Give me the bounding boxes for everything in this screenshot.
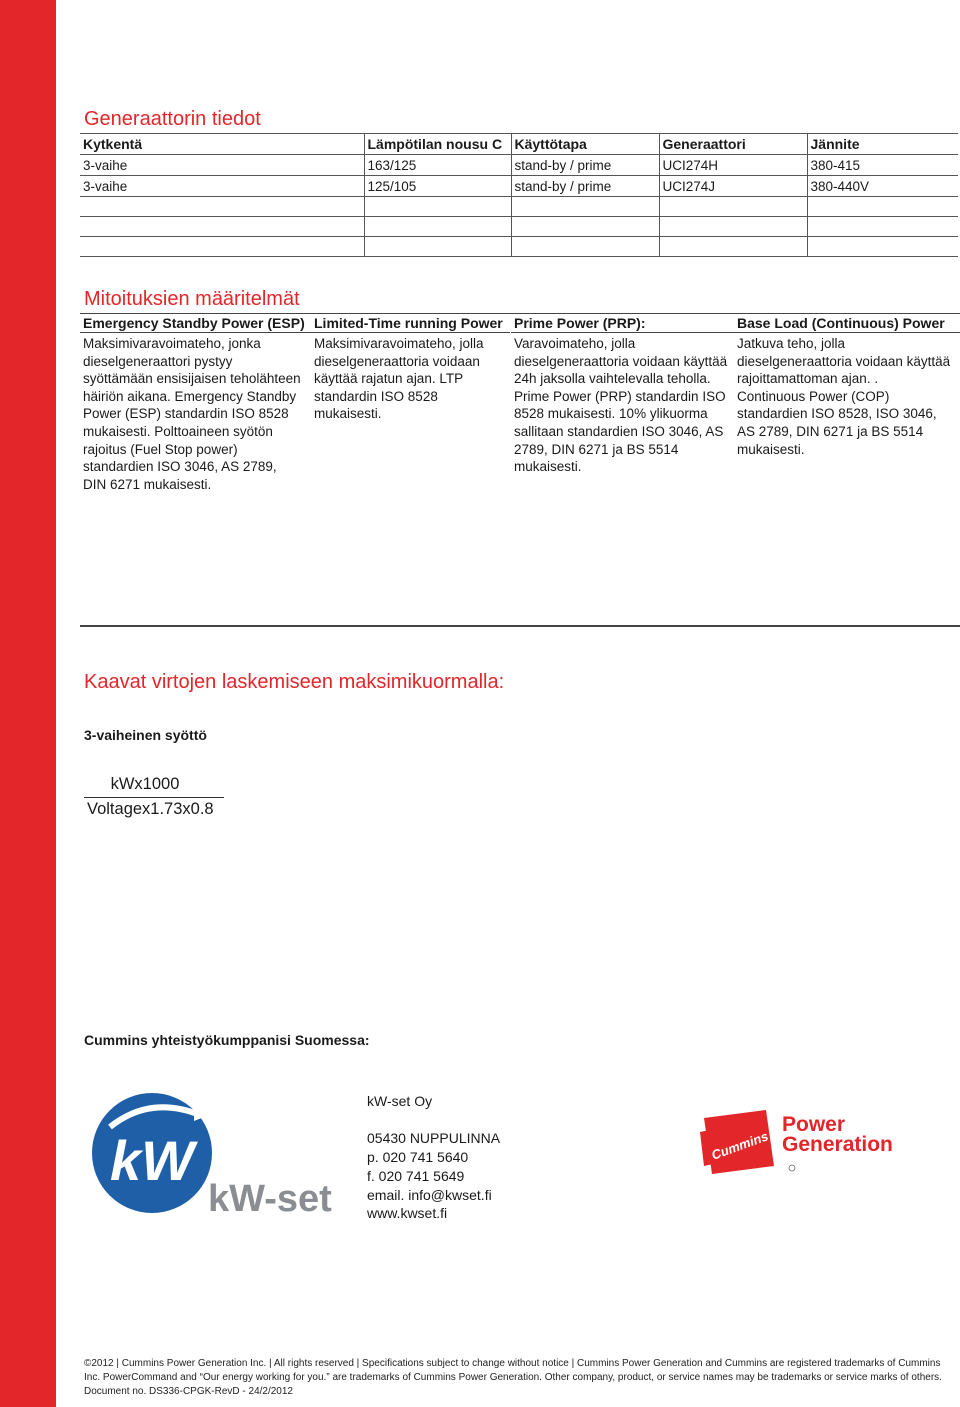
generator-table — [80, 133, 958, 257]
legal-footer: ©2012 | Cummins Power Generation Inc. | All rights reserved | Specifications subject to change without notice | Cummins Power Generation and Cummins are registered trademarks of Cummins Inc. PowerCommand and “Our energy working for you.” are trademarks of Cummins Power Generation. Other company, product, or service names may be trademarks or service marks of others. Document no. DS336-CPGK-RevD - 24/2/2012 — [84, 1358, 942, 1397]
definition-line: sallitaan standardien ISO 3046, AS — [514, 423, 724, 439]
empty-table-row — [80, 197, 958, 217]
definition-line: standardin ISO 8528 — [314, 388, 438, 404]
spacer — [367, 1111, 500, 1130]
definition-line: häiriön aikana. Emergency Standby — [83, 388, 297, 404]
table-cell: UCI274H — [659, 155, 807, 176]
definition-line: dieselgeneraattori pystyy — [83, 353, 233, 369]
postal-address: 05430 NUPPULINNA — [367, 1130, 501, 1147]
definition-line: rajoittamattoman ajan. . — [737, 371, 879, 387]
definition-line: mukaisesti. — [737, 441, 805, 457]
definition-line: Maksimivaravoimateho, jolla — [314, 336, 484, 351]
power-generation-word-1: Power — [782, 1113, 846, 1136]
definition-line: standardien ISO 8528, ISO 3046, — [737, 406, 937, 422]
table-cell: stand-by / prime — [511, 176, 659, 197]
definition-line: Maksimivaravoimateho, jonka — [83, 336, 261, 351]
column-header: Käyttötapa — [511, 134, 659, 155]
definition-line: käyttää rajatun ajan. LTP — [314, 371, 464, 387]
formula-subtitle: 3-vaiheinen syöttö — [84, 727, 207, 743]
formula-numerator: kWx1000 — [84, 775, 224, 798]
column-header: Kytkentä — [80, 134, 364, 155]
table-cell: stand-by / prime — [511, 155, 659, 176]
column-header: Lämpötilan nousu C — [364, 134, 511, 155]
definition-line: 24h jaksolla vaihtelevalla teholla. — [514, 371, 711, 387]
definition-line: 8528 mukaisesti. 10% ylikuorma — [514, 406, 708, 422]
definition-body — [311, 333, 510, 423]
formula-denominator: Voltagex1.73x0.8 — [87, 800, 214, 818]
definition-line: Varavoimateho, jolla — [514, 336, 636, 351]
definition-line: rajoitus (Fuel Stop power) — [83, 441, 238, 457]
definition-ltp — [311, 314, 510, 423]
definition-line: mukaisesti. — [314, 406, 382, 422]
cummins-power-generation-logo — [698, 1108, 918, 1176]
definition-header: Base Load (Continuous) Power — [734, 314, 960, 333]
definition-line: DIN 6271 mukaisesti. — [83, 476, 212, 492]
cummins-logo-graphic — [698, 1108, 918, 1176]
definition-body — [734, 333, 960, 458]
table-row — [80, 155, 958, 176]
kwset-logo — [90, 1085, 360, 1220]
definition-cop — [734, 314, 960, 458]
column-header: Generaattori — [659, 134, 807, 155]
definition-line: dieselgeneraattoria voidaan — [314, 353, 480, 369]
email-address: email. info@kwset.fi — [367, 1186, 492, 1203]
definition-line: Jatkuva teho, jolla — [737, 336, 846, 351]
definition-header: Limited-Time running Power — [311, 314, 510, 333]
definition-header: Emergency Standby Power (ESP) — [80, 314, 311, 333]
table-cell: 163/125 — [364, 155, 511, 176]
definition-line: Power (ESP) standardin ISO 8528 — [83, 406, 289, 422]
generator-section-title: Generaattorin tiedot — [84, 108, 261, 130]
empty-table-row — [80, 237, 958, 257]
definition-line: syöttämään ensisijaisen teholähteen — [83, 371, 301, 387]
table-cell: UCI274J — [659, 176, 807, 197]
kwset-wordmark: kW-set — [208, 1178, 332, 1220]
empty-table-row — [80, 217, 958, 237]
definition-line: AS 2789, DIN 6271 ja BS 5514 — [737, 423, 924, 439]
definition-line: dieselgeneraattoria voidaan käyttää — [737, 353, 951, 369]
ratings-definitions — [80, 313, 960, 627]
fax-number: f. 020 741 5649 — [367, 1167, 465, 1184]
definition-prp — [511, 314, 734, 476]
definition-esp — [80, 314, 311, 493]
table-cell: 3-vaihe — [80, 176, 364, 197]
phone-number: p. 020 741 5640 — [367, 1149, 469, 1166]
website: www.kwset.fi — [367, 1205, 448, 1222]
table-cell: 125/105 — [364, 176, 511, 197]
definition-line: standardien ISO 3046, AS 2789, — [83, 459, 277, 475]
definition-line: mukaisesti. Polttoaineen syötön — [83, 423, 273, 439]
definition-line: Prime Power (PRP) standardin ISO — [514, 388, 726, 404]
current-formula — [84, 775, 224, 819]
definition-header: Prime Power (PRP): — [511, 314, 734, 333]
kwset-logo-mark: kW — [110, 1129, 194, 1192]
definition-line: dieselgeneraattoria voidaan käyttää — [514, 353, 728, 369]
table-cell: 380-440V — [807, 176, 958, 197]
column-header: Jännite — [807, 134, 958, 155]
company-contact — [367, 1092, 500, 1223]
generator-table-header — [80, 134, 958, 155]
partner-title: Cummins yhteistyökumppanisi Suomessa: — [84, 1032, 370, 1048]
company-name: kW-set Oy — [367, 1093, 433, 1109]
kwset-logo-graphic — [90, 1085, 360, 1220]
definition-line: 2789, DIN 6271 ja BS 5514 — [514, 441, 679, 457]
formula-section-title: Kaavat virtojen laskemiseen maksimikuormalla: — [84, 671, 505, 693]
definition-body — [80, 333, 311, 493]
power-generation-word-2: Generation — [782, 1133, 893, 1156]
definition-body — [511, 333, 734, 476]
red-side-bar — [0, 0, 56, 1407]
definition-line: Continuous Power (COP) — [737, 388, 890, 404]
cummins-logo-text: Cummins — [709, 1128, 771, 1163]
table-row — [80, 176, 958, 197]
table-cell: 3-vaihe — [80, 155, 364, 176]
table-cell: 380-415 — [807, 155, 958, 176]
definition-line: mukaisesti. — [514, 459, 582, 475]
ratings-section-title: Mitoituksien määritelmät — [84, 288, 300, 310]
